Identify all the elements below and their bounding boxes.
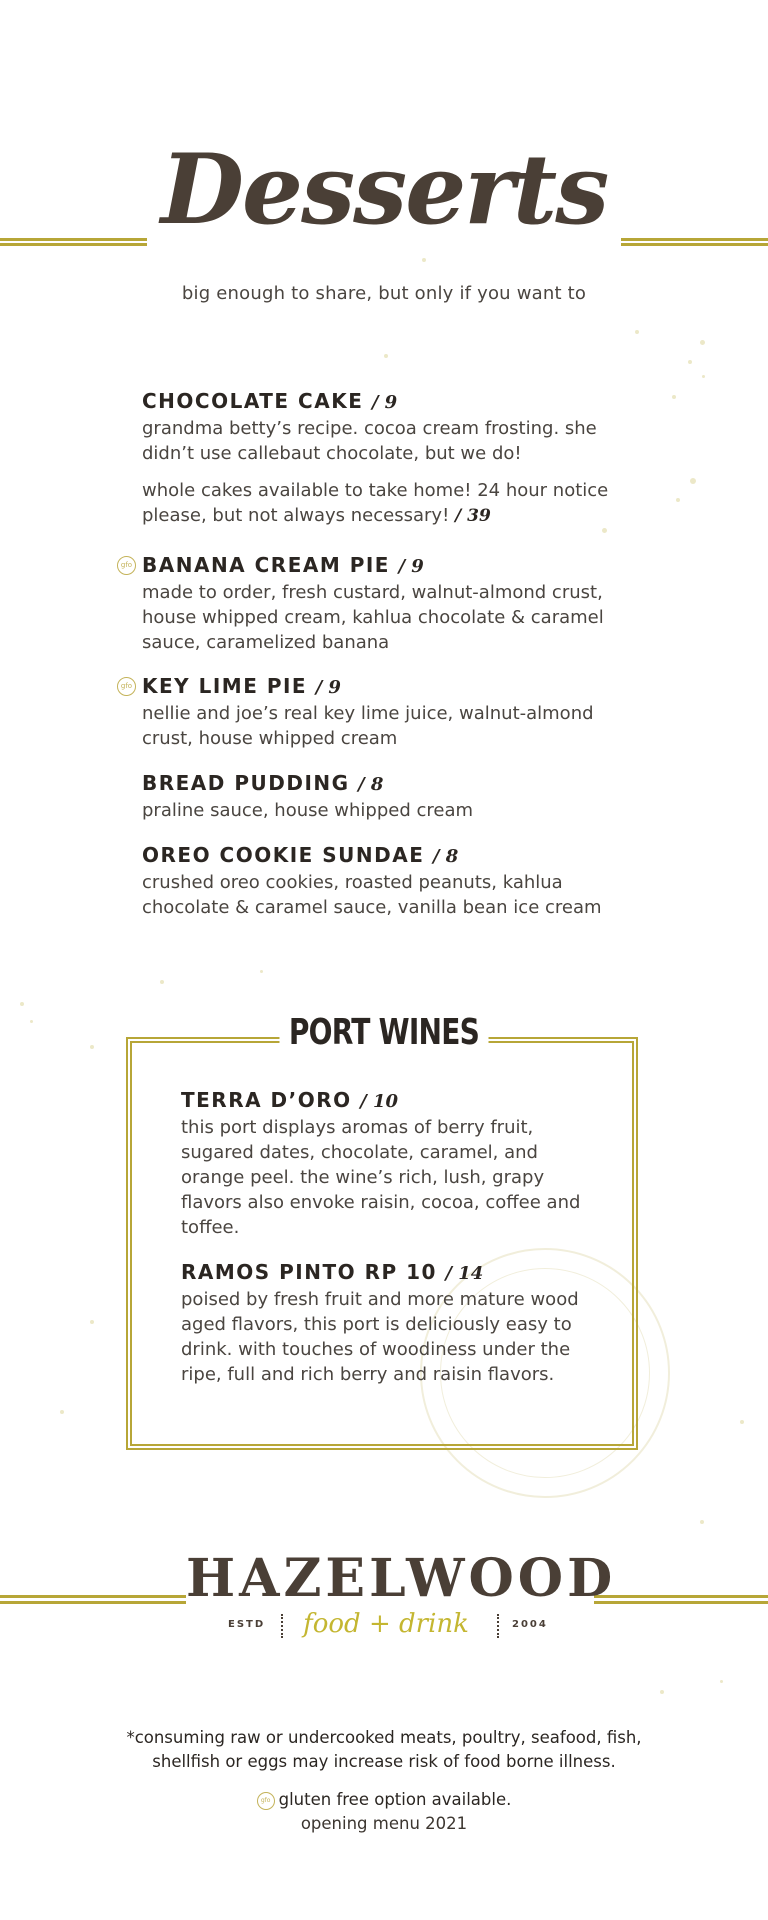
- port-wines-title-text: PORT WINES: [280, 1012, 489, 1053]
- disclaimer-line: shellfish or eggs may increase risk of food borne illness.: [152, 1752, 616, 1771]
- decorative-speckle: [676, 498, 680, 502]
- wine-item-terra-doro: [181, 1087, 601, 1240]
- menu-item-name: CHOCOLATE CAKE: [142, 389, 364, 413]
- logo-estd: ESTD: [228, 1619, 266, 1630]
- wine-item-description: poised by fresh fruit and more mature wood aged flavors, this port is deliciously easy to drink. with touches of woodiness under the ripe, full and rich berry and raisin flavors.: [181, 1289, 579, 1385]
- menu-item-description: made to order, fresh custard, walnut-almond crust, house whipped cream, kahlua chocolate & caramel sauce, caramelized banana: [142, 582, 604, 653]
- menu-item-bread-pudding: [142, 770, 642, 823]
- logo-divider-left: [0, 1595, 186, 1604]
- page-title-text: Desserts: [147, 133, 621, 246]
- decorative-speckle: [700, 1520, 704, 1524]
- menu-edition: opening menu 2021: [300, 1814, 468, 1833]
- menu-item-name: KEY LIME PIE: [142, 674, 308, 698]
- menu-item-oreo-cookie-sundae: [142, 842, 642, 920]
- logo-year: 2004: [512, 1619, 548, 1630]
- whole-cake-note: [142, 478, 662, 529]
- menu-item-heading: [142, 552, 642, 580]
- food-safety-disclaimer: [0, 1726, 768, 1774]
- whole-cake-price: / 39: [455, 506, 491, 526]
- logo-divider-right: [594, 1595, 768, 1604]
- logo-dotted-divider: [497, 1614, 499, 1638]
- logo-dotted-divider: [281, 1614, 283, 1638]
- menu-item-description: crushed oreo cookies, roasted peanuts, kahlua chocolate & caramel sauce, vanilla bean ice cream: [142, 872, 602, 918]
- page-subtitle: big enough to share, but only if you want to: [181, 283, 587, 304]
- menu-item-heading: [142, 770, 642, 798]
- decorative-speckle: [260, 970, 263, 973]
- wine-item-name: RAMOS PINTO RP 10: [181, 1260, 437, 1284]
- wine-item-heading: [181, 1259, 601, 1287]
- menu-item-description: nellie and joe’s real key lime juice, walnut-almond crust, house whipped cream: [142, 703, 594, 749]
- decorative-speckle: [672, 395, 676, 399]
- decorative-speckle: [700, 340, 705, 345]
- gluten-free-icon: gfo: [257, 1792, 275, 1810]
- menu-item-name: OREO COOKIE SUNDAE: [142, 843, 425, 867]
- wine-item-name: TERRA D’ORO: [181, 1088, 352, 1112]
- menu-item-key-lime-pie: [142, 673, 642, 751]
- wine-item-ramos-pinto: [181, 1259, 601, 1387]
- menu-item-price: / 9: [398, 556, 424, 577]
- header: [0, 130, 768, 270]
- disclaimer-line: *consuming raw or undercooked meats, poultry, seafood, fish,: [126, 1728, 642, 1747]
- decorative-speckle: [635, 330, 639, 334]
- decorative-speckle: [740, 1420, 744, 1424]
- page-title: [0, 130, 768, 250]
- whole-cake-note-text: whole cakes available to take home! 24 hour notice please, but not always necessary!: [142, 480, 609, 526]
- menu-item-description: grandma betty’s recipe. cocoa cream frosting. she didn’t use callebaut chocolate, but we do!: [142, 418, 597, 464]
- decorative-speckle: [384, 354, 388, 358]
- menu-item-name: BREAD PUDDING: [142, 771, 350, 795]
- menu-item-price: / 8: [358, 774, 384, 795]
- gluten-free-legend-text: gluten free option available.: [278, 1790, 512, 1809]
- wine-item-price: / 14: [445, 1263, 484, 1284]
- logo-wordmark: HAZELWOOD: [186, 1548, 617, 1609]
- menu-item-heading: [142, 842, 642, 870]
- decorative-speckle: [688, 360, 692, 364]
- menu-item-banana-cream-pie: [142, 552, 642, 655]
- menu-item-chocolate-cake: [142, 388, 642, 466]
- menu-item-name: BANANA CREAM PIE: [142, 553, 390, 577]
- decorative-speckle: [720, 1680, 723, 1683]
- menu-item-price: / 9: [371, 392, 398, 413]
- menu-item-price: / 8: [432, 846, 459, 867]
- menu-item-price: / 9: [315, 677, 341, 698]
- decorative-speckle: [90, 1320, 94, 1324]
- wine-item-heading: [181, 1087, 601, 1115]
- menu-item-description: praline sauce, house whipped cream: [142, 800, 474, 821]
- gluten-free-icon: gfo: [117, 677, 136, 696]
- wine-item-description: this port displays aromas of berry fruit, sugared dates, chocolate, caramel, and orange peel. the wine’s rich, lush, grapy flavors also envoke raisin, cocoa, coffee and toffee.: [181, 1117, 581, 1238]
- decorative-speckle: [660, 1690, 664, 1694]
- decorative-speckle: [60, 1410, 64, 1414]
- decorative-speckle: [160, 980, 164, 984]
- logo-tagline: food + drink: [303, 1609, 469, 1639]
- menu-item-heading: [142, 673, 642, 701]
- gluten-free-icon: gfo: [117, 556, 136, 575]
- decorative-speckle: [20, 1002, 24, 1006]
- port-wines-title: [0, 1012, 768, 1053]
- decorative-speckle: [702, 375, 705, 378]
- decorative-speckle: [690, 478, 696, 484]
- menu-item-heading: [142, 388, 642, 416]
- wine-item-price: / 10: [360, 1091, 399, 1112]
- gluten-free-legend: [0, 1790, 768, 1810]
